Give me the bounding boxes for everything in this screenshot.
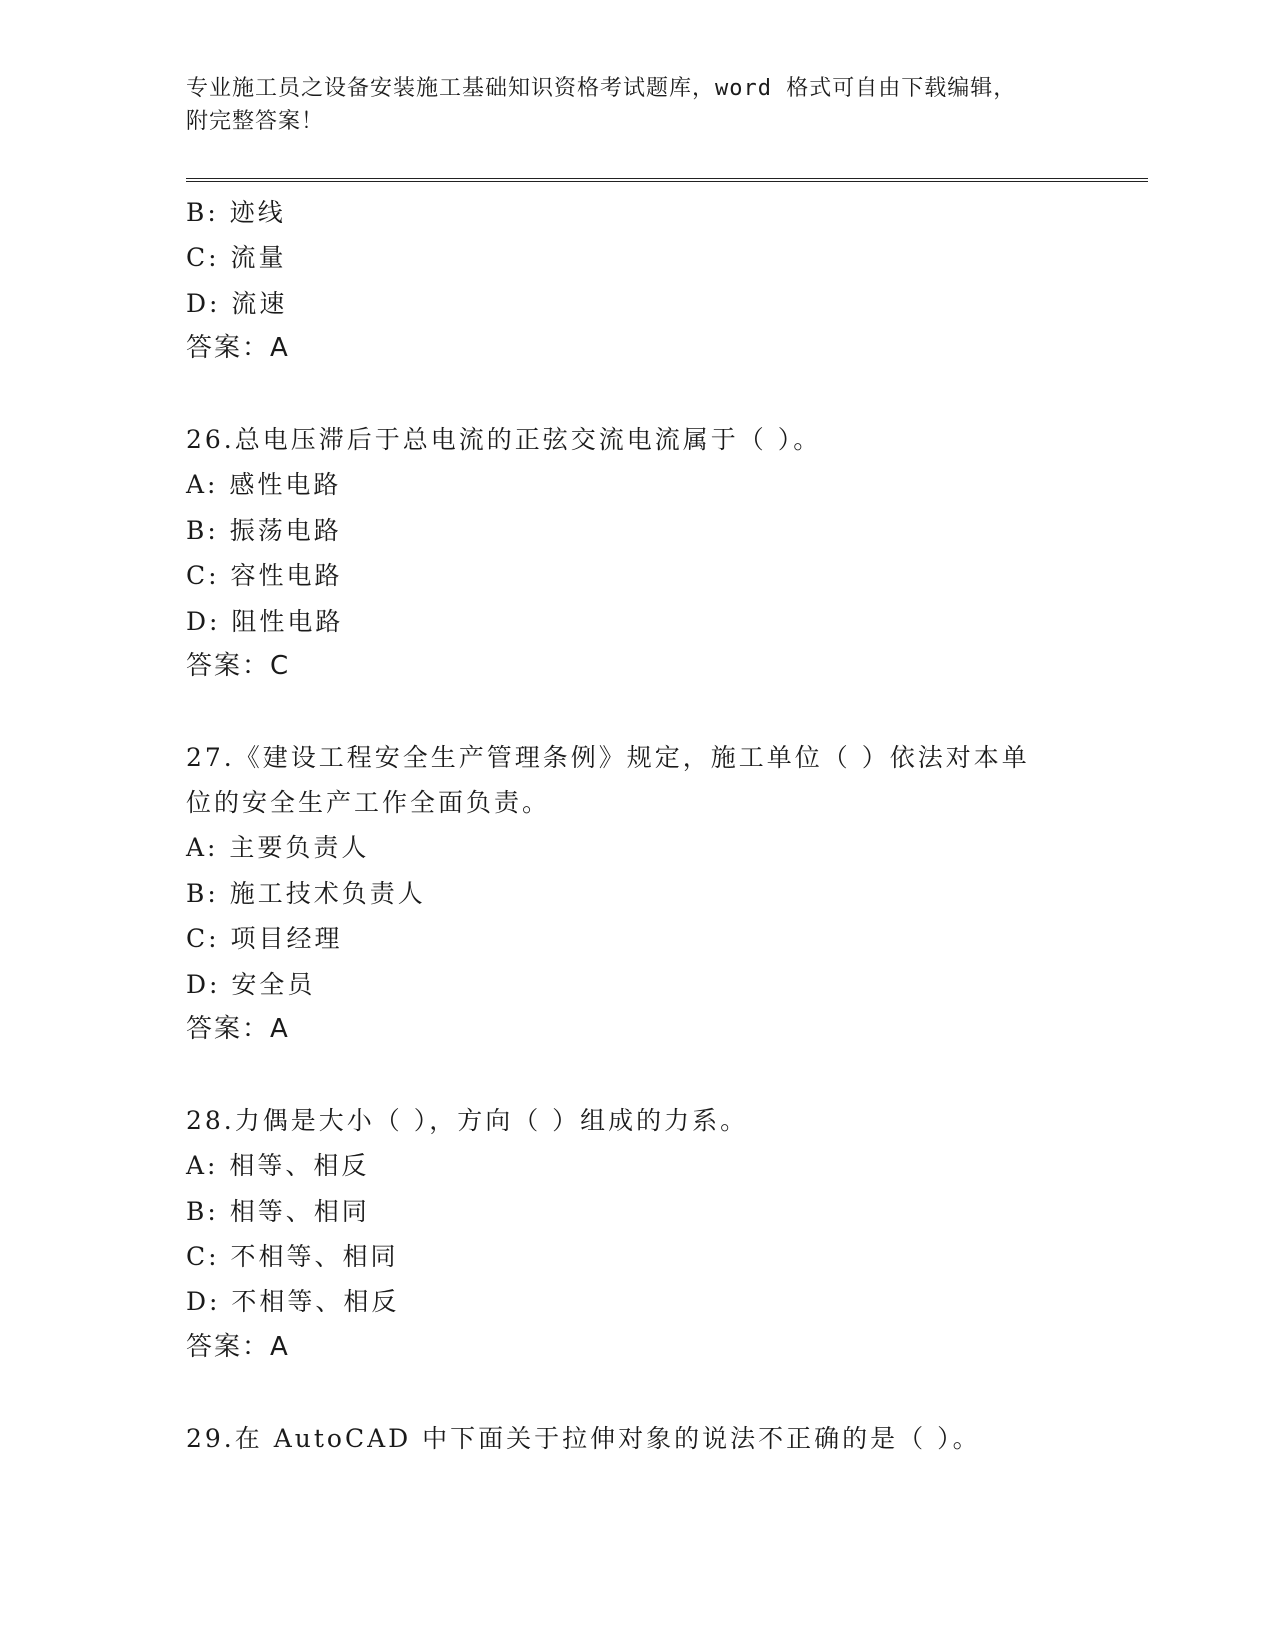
option-d: D: 安全员 (186, 969, 316, 999)
spacer (186, 1052, 1086, 1097)
question-text: 28.力偶是大小（ ），方向（ ）组成的力系。 (186, 1105, 749, 1135)
question-27 (186, 735, 1086, 1053)
question-text: 26.总电压滞后于总电流的正弦交流电流属于（ ）。 (186, 424, 822, 454)
option-b: B: 振荡电路 (186, 515, 342, 545)
option-c: C: 不相等、相同 (186, 1241, 399, 1271)
question-28 (186, 1098, 1086, 1370)
question-text-continued: 位的安全生产工作全面负责。 (186, 788, 551, 818)
answer: 答案：A (186, 1014, 290, 1045)
spacer (186, 1370, 1086, 1415)
option-c: C: 项目经理 (186, 924, 343, 954)
spacer (186, 689, 1086, 734)
question-text: 27.《建设工程安全生产管理条例》规定，施工单位（ ）依法对本单 (186, 742, 1030, 772)
document-body (186, 190, 1086, 1461)
option-a: A: 感性电路 (186, 470, 342, 500)
option-a: A: 相等、相反 (186, 1151, 370, 1181)
question-text: 29.在 AutoCAD 中下面关于拉伸对象的说法不正确的是（ ）。 (186, 1423, 981, 1453)
option-c: C: 流量 (186, 243, 287, 273)
answer: 答案：C (186, 650, 291, 681)
answer: 答案：A (186, 1331, 290, 1362)
question-25-continued (186, 190, 1086, 372)
question-26 (186, 417, 1086, 689)
header-line-2: 附完整答案！ (186, 109, 325, 134)
header-divider (186, 178, 1148, 182)
option-c: C: 容性电路 (186, 561, 343, 591)
spacer (186, 372, 1086, 417)
option-b: B: 施工技术负责人 (186, 878, 426, 908)
option-b: B: 相等、相同 (186, 1196, 370, 1226)
option-d: D: 不相等、相反 (186, 1287, 400, 1317)
option-a: A: 主要负责人 (186, 833, 370, 863)
header-line-1: 专业施工员之设备安装施工基础知识资格考试题库，word 格式可自由下载编辑， (186, 76, 1017, 101)
document-header (186, 72, 1066, 138)
answer: 答案：A (186, 333, 290, 364)
question-29 (186, 1416, 1086, 1461)
option-b: B: 迹线 (186, 198, 286, 227)
option-d: D: 流速 (186, 288, 288, 318)
option-d: D: 阻性电路 (186, 606, 344, 636)
